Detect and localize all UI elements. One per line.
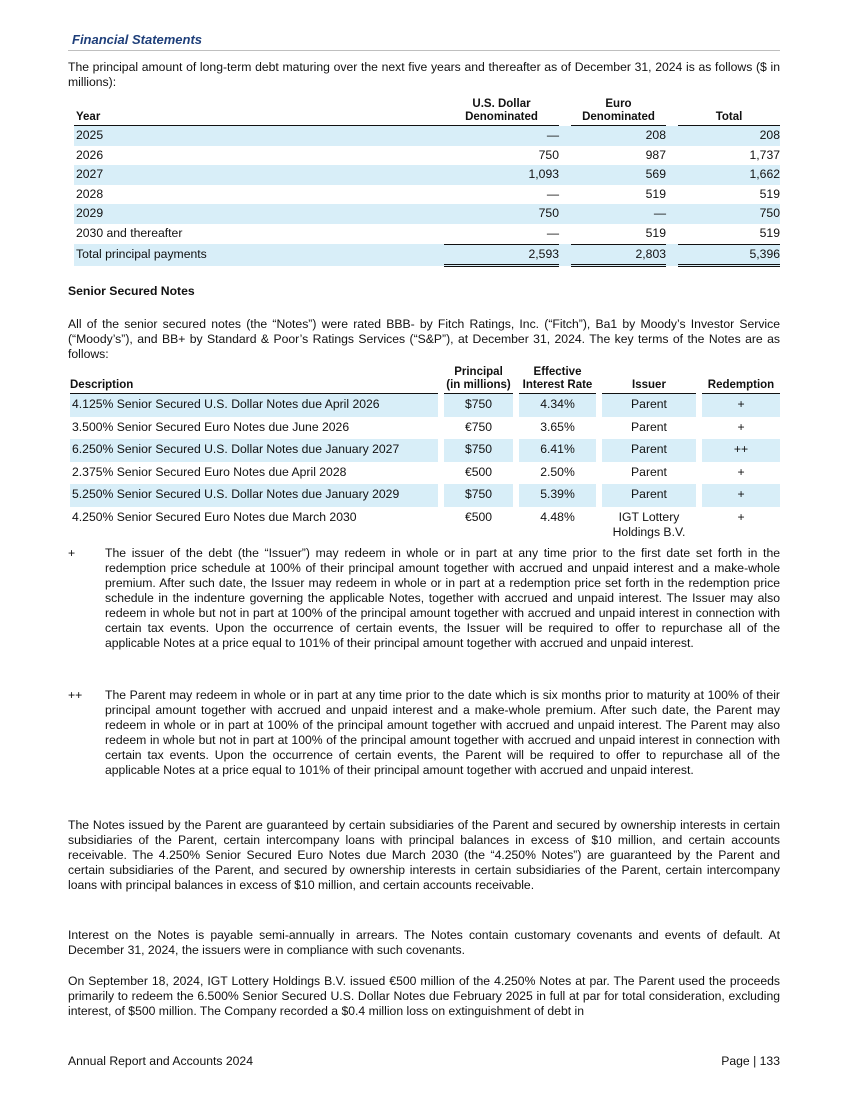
notes-table-header [70, 366, 780, 394]
cell-eur: 519 [645, 186, 666, 201]
cell-year: 2027 [74, 165, 444, 185]
cell-description: 3.500% Senior Secured Euro Notes due June 2026 [72, 419, 350, 434]
table-row [74, 185, 780, 205]
cell-issuer: Parent [602, 439, 696, 462]
total-usd: 2,593 [444, 244, 559, 266]
cell-rate: 6.41% [519, 439, 596, 462]
cell-total: 1,737 [749, 147, 780, 162]
table-row [70, 462, 780, 485]
cell-issuer: IGT Lottery Holdings B.V. [612, 509, 686, 539]
cell-total: 519 [759, 186, 780, 201]
header-issuer: Issuer [602, 366, 696, 394]
footnote-double-plus [68, 688, 780, 778]
table-row [74, 165, 780, 185]
table-row [70, 394, 780, 417]
total-label: Total principal payments [74, 244, 444, 266]
cell-rate: 5.39% [519, 484, 596, 507]
header-total: Total [678, 98, 780, 126]
header-eur: Euro Denominated [571, 98, 666, 126]
cell-principal: $750 [444, 394, 513, 417]
total-total: 5,396 [678, 244, 780, 266]
cell-eur: 569 [571, 165, 666, 185]
table-row [70, 439, 780, 462]
interest-paragraph: Interest on the Notes is payable semi-annually in arrears. The Notes contain customary covenants and events of default. At December 31, 2024, the issuers were in compliance with such covenants. [68, 928, 780, 957]
cell-year: 2029 [74, 204, 444, 224]
cell-description: 4.125% Senior Secured U.S. Dollar Notes due April 2026 [70, 394, 438, 417]
cell-rate: 3.65% [540, 419, 575, 434]
header-rate: Effective Interest Rate [519, 366, 596, 394]
cell-rate: 4.34% [519, 394, 596, 417]
cell-principal: €750 [464, 419, 493, 434]
cell-usd: 750 [538, 147, 559, 162]
cell-issuer: Parent [631, 419, 667, 434]
cell-description: 4.250% Senior Secured Euro Notes due March 2030 [72, 509, 357, 524]
cell-year: 2028 [76, 186, 104, 201]
cell-issuer: Parent [602, 484, 696, 507]
cell-eur: — [571, 204, 666, 224]
header-redemption: Redemption [702, 366, 780, 394]
footnote-mark: ++ [68, 688, 83, 702]
cell-redemption: + [737, 464, 745, 479]
section-title: Financial Statements [72, 32, 203, 47]
cell-issuer: Parent [602, 394, 696, 417]
section-divider [68, 50, 780, 51]
header-principal: Principal (in millions) [444, 366, 513, 394]
cell-principal: $750 [444, 439, 513, 462]
footnote-plus [68, 546, 780, 651]
cell-usd: 1,093 [444, 165, 559, 185]
cell-description: 5.250% Senior Secured U.S. Dollar Notes due January 2029 [70, 484, 438, 507]
table-row [74, 146, 780, 166]
cell-rate: 2.50% [540, 464, 575, 479]
issuance-paragraph: On September 18, 2024, IGT Lottery Holdings B.V. issued €500 million of the 4.250% Notes at par. The Parent used the proceeds primarily to redeem the 6.500% Senior Secured U.S. Dollar Notes due February 2025 in full at par for total consideration, excluding interest, of $500 million. The Company recorded a $0.4 million loss on extinguishment of debt in [68, 974, 780, 1018]
table-row [74, 224, 780, 244]
senior-notes-intro: All of the senior secured notes (the “Notes”) were rated BBB- by Fitch Ratings, Inc. (“Fitch”), Ba1 by Moody’s Investor Service (“Moody’s”), and BB+ by Standard & Poor’s Ratings Services (“S&P”), at December 31, 2024. The key terms of the Notes are as follows: [68, 317, 780, 361]
footnote-text: The issuer of the debt (the “Issuer”) may redeem in whole or in part at any time prior to the first date set forth in the redemption price schedule at 100% of their principal amount together with accrued and unpaid interest and a make-whole premium. After such date, the Issuer may redeem in whole or in part at a redemption price set forth in the redemption price schedule in the indenture governing the applicable Notes, together with accrued and unpaid interest. The Issuer may also redeem in whole but not in part at 100% of the principal amount together with accrued and unpaid interest in connection with certain tax events. Upon the occurrence of certain events, the Issuer will be required to offer to repurchase all of the applicable Notes at a price equal to 101% of their principal amount together with accrued and unpaid interest. [105, 546, 780, 650]
cell-total: 208 [678, 126, 780, 146]
footnote-mark: + [68, 546, 76, 560]
table-row [70, 417, 780, 440]
cell-principal: €500 [464, 464, 493, 479]
table-row [70, 507, 780, 540]
cell-redemption: + [737, 509, 745, 524]
senior-notes-table [70, 366, 780, 540]
cell-redemption: ++ [702, 439, 780, 462]
cell-year: 2025 [74, 126, 444, 146]
cell-redemption: + [737, 419, 745, 434]
cell-issuer: Parent [631, 464, 667, 479]
maturity-table-header [74, 98, 780, 126]
cell-description: 6.250% Senior Secured U.S. Dollar Notes due January 2027 [70, 439, 438, 462]
table-row [74, 204, 780, 224]
header-year: Year [74, 98, 444, 126]
header-description: Description [70, 366, 438, 394]
table-row [74, 126, 780, 146]
cell-year: 2026 [76, 147, 104, 162]
cell-total: 1,662 [678, 165, 780, 185]
footer-report-title: Annual Report and Accounts 2024 [68, 1054, 253, 1068]
cell-redemption: + [702, 394, 780, 417]
guarantee-paragraph: The Notes issued by the Parent are guaranteed by certain subsidiaries of the Parent and secured by ownership interests in certain subsidiaries of the Parent, certain intercompany loans with principal balances in excess of $10 million, and certain accounts receivable. The 4.250% Senior Secured Euro Notes due March 2030 (the “4.250% Notes”) are guaranteed by the Parent and certain subsidiaries of the Parent, and secured by ownership interests in certain subsidiaries of the Parent, certain intercompany loans with principal balances in excess of $10 million, and certain accounts receivable. [68, 818, 780, 892]
cell-usd: — [444, 126, 559, 146]
cell-redemption: + [702, 484, 780, 507]
table-row [70, 484, 780, 507]
total-eur: 2,803 [571, 244, 666, 266]
cell-year: 2030 and thereafter [76, 226, 183, 241]
cell-total: 519 [678, 224, 780, 244]
cell-eur: 208 [571, 126, 666, 146]
cell-description: 2.375% Senior Secured Euro Notes due April 2028 [72, 464, 347, 479]
cell-principal: €500 [464, 509, 493, 524]
header-usd: U.S. Dollar Denominated [444, 98, 559, 126]
cell-total: 750 [678, 204, 780, 224]
cell-usd: 750 [444, 204, 559, 224]
total-row [74, 244, 780, 266]
senior-notes-heading: Senior Secured Notes [68, 284, 195, 298]
footnote-text: The Parent may redeem in whole or in part at any time prior to the date which is six months prior to maturity at 100% of their principal amount together with accrued and unpaid interest and a make-whole premium. After such date, the Parent may redeem in whole or in part at 100% of the principal amount together with accrued and unpaid interest. The Parent may also redeem in whole but not in part at 100% of the principal amount together with accrued and unpaid interest in connection with certain tax events. Upon the occurrence of certain events, the Parent will be required to offer to repurchase all of the applicable Notes at a price equal to 101% of their principal amount together with accrued and unpaid interest. [105, 688, 780, 777]
cell-rate: 4.48% [540, 509, 575, 524]
footer-page-number: Page | 133 [721, 1054, 780, 1068]
intro-paragraph: The principal amount of long-term debt maturing over the next five years and thereafter as of December 31, 2024 is as follows ($ in millions): [68, 60, 780, 89]
cell-eur: 519 [571, 224, 666, 244]
cell-usd: — [444, 224, 559, 244]
cell-principal: $750 [444, 484, 513, 507]
cell-eur: 987 [645, 147, 666, 162]
cell-usd: — [546, 186, 559, 201]
maturity-table [74, 98, 780, 267]
